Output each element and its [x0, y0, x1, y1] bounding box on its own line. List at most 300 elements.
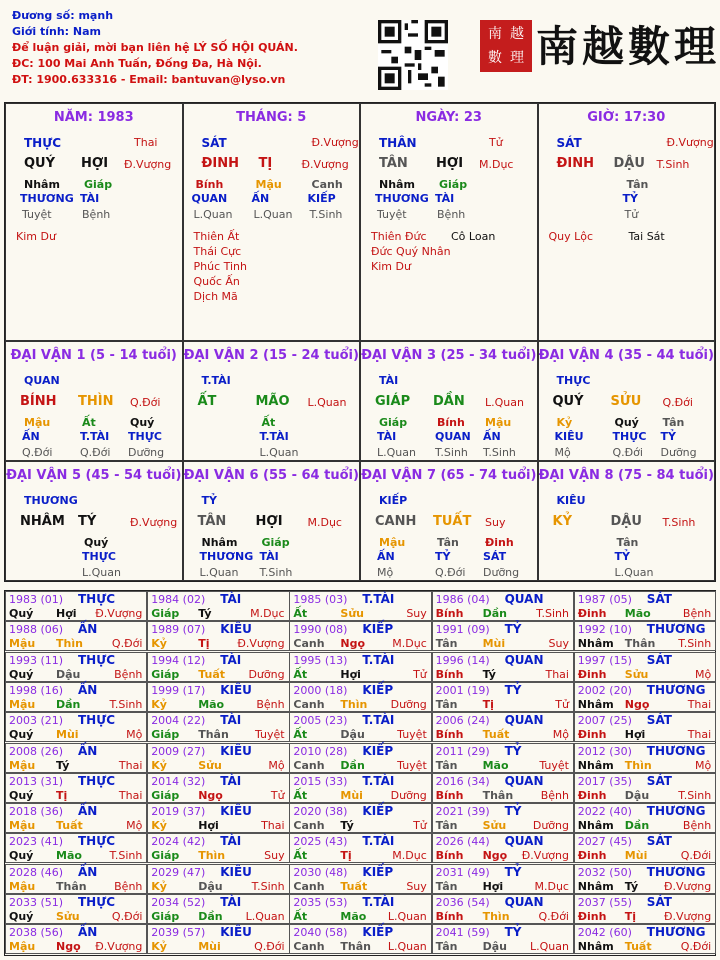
dai-van-god: THỰC — [556, 374, 591, 387]
dai-van-branch: THÌN — [78, 394, 114, 409]
phone-line: ĐT: 1900.633316 - Email: bantuvan@lyso.vn — [12, 73, 286, 86]
year-phase: Mộ — [126, 728, 143, 742]
hidden-god: ẤN — [251, 192, 270, 205]
year-cell — [432, 803, 574, 833]
year-god: KIÊU — [220, 682, 252, 697]
year-god: KIÊU — [220, 804, 252, 819]
year-god: THƯƠNG — [646, 864, 706, 879]
year-label: 2024 (42) — [151, 835, 206, 849]
year-branch: Mùi — [340, 788, 363, 802]
year-phase: M.Dục — [250, 607, 285, 620]
dai-van-title: ĐẠI VẬN 5 (45 - 54 tuổi) — [6, 468, 182, 483]
year-phase: Bệnh — [114, 667, 143, 681]
pillar-star: Thiên Ất — [193, 230, 240, 243]
year-stem: Giáp — [151, 849, 180, 863]
year-branch: Ngọ — [198, 788, 223, 802]
hidden-god: QUAN — [191, 192, 228, 205]
year-label: 2002 (20) — [577, 683, 632, 697]
year-phase: Suy — [264, 849, 285, 863]
year-label: 1990 (08) — [293, 623, 348, 637]
year-phase: Đ.Vượng — [95, 607, 143, 620]
year-stem: Kỷ — [151, 879, 167, 893]
year-branch: Ngọ — [340, 637, 366, 651]
year-cell — [147, 591, 289, 621]
year-god: QUAN — [504, 652, 544, 667]
year-label: 2006 (24) — [435, 714, 490, 728]
year-god: ẤN — [78, 682, 98, 697]
pillar-title: GIỜ: 17:30 — [587, 110, 666, 125]
year-label: 1985 (03) — [293, 593, 348, 606]
dai-van-title: ĐẠI VẬN 6 (55 - 64 tuổi) — [183, 468, 359, 483]
hidden-stem: Ất — [82, 416, 96, 429]
year-god: KIÊU — [220, 925, 252, 940]
pillar-star: Tai Sát — [628, 230, 665, 243]
year-stem: Bính — [435, 607, 464, 620]
year-branch: Tị — [198, 637, 210, 651]
year-label: 2040 (58) — [293, 926, 348, 940]
gender-line: Giới tính: Nam — [12, 25, 101, 38]
year-god: TÀI — [220, 592, 242, 606]
year-branch: Sửu — [482, 819, 507, 833]
year-god: T.TÀI — [362, 652, 395, 667]
year-label: 2012 (30) — [577, 744, 632, 758]
year-god: KIÊU — [220, 864, 252, 879]
year-cell — [574, 591, 716, 621]
year-stem: Ất — [293, 667, 308, 681]
year-god: SÁT — [646, 895, 672, 909]
year-god: SÁT — [646, 713, 672, 728]
year-cell — [574, 712, 716, 742]
year-stem: Quý — [9, 788, 34, 802]
year-god: THỰC — [78, 895, 116, 909]
pillar-star: Dịch Mã — [193, 290, 238, 303]
year-stem: Nhâm — [577, 697, 614, 711]
hidden-stem: Giáp — [261, 536, 290, 549]
year-stem: Mậu — [9, 697, 36, 711]
year-label: 1983 (01) — [9, 593, 64, 606]
year-branch: Thân — [340, 940, 371, 954]
year-stem: Bính — [435, 849, 464, 863]
year-stem: Kỷ — [151, 697, 167, 711]
year-cell — [5, 621, 147, 651]
hidden-god: THƯƠNG — [375, 192, 429, 205]
year-stem: Mậu — [9, 879, 36, 893]
qr-code-icon — [378, 20, 448, 90]
hidden-god: THỰC — [612, 430, 647, 443]
year-branch: Mùi — [198, 940, 221, 954]
pillar-state: Đ.Vượng — [311, 136, 359, 149]
pillar-stem: ĐINH — [556, 156, 594, 171]
year-phase: Bệnh — [682, 819, 712, 833]
pillar-star: Đức Quý Nhân — [371, 245, 451, 258]
year-label: 1992 (10) — [577, 623, 632, 637]
pillar-star: Kim Dư — [16, 230, 56, 243]
year-stem: Quý — [9, 667, 34, 681]
year-label: 2025 (43) — [293, 835, 348, 849]
hidden-god: TỶ — [435, 550, 451, 563]
year-stem: Nhâm — [577, 819, 614, 833]
year-phase: T.Sinh — [109, 849, 143, 863]
year-cell — [5, 712, 147, 742]
owner-line: Đương số: mạnh — [12, 9, 114, 22]
year-god: THỰC — [78, 773, 116, 788]
year-stem: Canh — [293, 879, 325, 893]
year-label: 2035 (53) — [293, 896, 348, 909]
year-label: 2032 (50) — [577, 865, 632, 879]
year-god: QUAN — [504, 834, 544, 849]
year-branch: Tuất — [198, 667, 225, 681]
year-label: 2014 (32) — [151, 774, 206, 788]
hidden-stem: Tân — [437, 536, 459, 549]
hidden-god: KIẾP — [307, 192, 336, 205]
hidden-stem: Mậu — [379, 536, 406, 549]
year-branch: Dậu — [340, 728, 365, 742]
dai-van-title: ĐẠI VẬN 4 (35 - 44 tuổi) — [538, 348, 714, 363]
hidden-stem: Tân — [626, 178, 649, 191]
dai-van-title: ĐẠI VẬN 8 (75 - 84 tuổi) — [538, 468, 714, 483]
year-label: 1997 (15) — [577, 653, 632, 667]
year-god: THỰC — [78, 713, 116, 728]
header-info — [12, 8, 352, 88]
year-phase: Đ.Vượng — [663, 879, 712, 893]
year-god: TÀI — [220, 895, 242, 909]
dai-van-god: KIÊU — [556, 494, 586, 507]
year-god: T.TÀI — [362, 713, 395, 728]
year-label: 1984 (02) — [151, 593, 206, 606]
year-phase: Thai — [118, 758, 143, 772]
hidden-phase: Bệnh — [437, 208, 466, 221]
year-branch: Thìn — [198, 849, 226, 863]
year-stem: Bính — [435, 667, 464, 681]
year-label: 1995 (13) — [293, 653, 348, 667]
pillar-stem: TÂN — [379, 156, 408, 171]
pillar-2 — [183, 103, 361, 341]
hidden-phase: L.Quan — [259, 446, 299, 459]
hidden-god: ẤN — [483, 430, 501, 443]
year-cell — [5, 743, 147, 773]
year-phase: T.Sinh — [109, 697, 143, 711]
year-phase: Tuyệt — [397, 758, 427, 772]
pillar-god: SÁT — [201, 136, 227, 150]
year-phase: Q.Đới — [538, 910, 569, 923]
hidden-phase: L.Quan — [377, 446, 416, 459]
year-label: 2016 (34) — [435, 774, 490, 788]
year-label: 1991 (09) — [435, 623, 490, 637]
brand-logo-text: 南越數理 — [536, 22, 720, 71]
year-label: 2023 (41) — [9, 835, 64, 849]
year-god: QUAN — [504, 713, 544, 728]
year-phase: Đ.Vượng — [521, 849, 569, 863]
year-stem: Tân — [435, 940, 458, 954]
year-label: 2020 (38) — [293, 805, 348, 819]
year-phase: Bệnh — [540, 788, 569, 802]
year-stem: Giáp — [151, 910, 180, 923]
year-cell — [5, 591, 147, 621]
year-phase: Mộ — [126, 819, 143, 833]
year-branch: Mão — [624, 607, 651, 620]
dai-van-branch: MÃO — [255, 394, 290, 409]
year-label: 2026 (44) — [435, 835, 490, 849]
year-cell — [289, 924, 431, 954]
hidden-stem: Tân — [616, 536, 639, 549]
year-god: KIẾP — [362, 804, 394, 819]
year-stem: Ất — [293, 788, 308, 802]
year-branch: Sửu — [624, 667, 649, 681]
hidden-stem: Ất — [261, 416, 276, 429]
year-god: THƯƠNG — [646, 682, 706, 697]
dai-van-3 — [360, 341, 538, 461]
year-cell — [289, 712, 431, 742]
year-label: 1999 (17) — [151, 683, 206, 697]
year-branch: Thìn — [340, 697, 368, 711]
year-stem: Bính — [435, 910, 464, 923]
hidden-phase: Bệnh — [82, 208, 111, 221]
year-branch: Hợi — [482, 879, 504, 893]
hidden-god: T.TÀI — [259, 430, 289, 443]
year-phase: Mộ — [268, 758, 285, 772]
year-phase: M.Dục — [534, 879, 569, 893]
year-god: QUAN — [504, 592, 544, 606]
hidden-phase: T.Sinh — [309, 208, 343, 221]
year-phase: Đ.Vượng — [663, 910, 712, 923]
dai-van-stem: CANH — [375, 514, 417, 529]
year-stem: Đinh — [577, 607, 607, 620]
year-cell — [289, 621, 431, 651]
year-cell — [574, 833, 716, 863]
year-phase: Q.Đới — [254, 940, 285, 954]
year-branch: Thìn — [624, 758, 652, 772]
hidden-god: TÀI — [259, 550, 279, 563]
year-god: KIÊU — [220, 622, 252, 637]
year-god: THƯƠNG — [646, 743, 706, 758]
year-god: T.TÀI — [362, 773, 395, 788]
dai-van-phase: T.Sinh — [662, 516, 696, 529]
pillar-phase: T.Sinh — [656, 158, 690, 171]
year-phase: Tử — [270, 788, 285, 802]
pillar-star: Thái Cực — [193, 245, 242, 258]
dai-van-stem: QUÝ — [552, 394, 584, 409]
year-branch: Sửu — [198, 758, 222, 772]
year-branch: Dậu — [56, 667, 81, 681]
dai-van-6 — [183, 461, 361, 581]
hidden-god: TỶ — [614, 550, 630, 563]
year-cell — [574, 864, 716, 894]
year-label: 1994 (12) — [151, 653, 206, 667]
year-stem: Tân — [435, 819, 458, 833]
year-cell — [5, 803, 147, 833]
year-label: 2038 (56) — [9, 926, 64, 940]
year-label: 2034 (52) — [151, 896, 206, 909]
year-label: 2028 (46) — [9, 865, 64, 879]
pillar-star: Phúc Tinh — [193, 260, 248, 273]
year-branch: Thân — [56, 879, 87, 893]
hidden-stem: Kỷ — [556, 416, 573, 429]
year-label: 1988 (06) — [9, 623, 64, 637]
year-god: KIẾP — [362, 864, 394, 879]
year-cell — [432, 621, 574, 651]
pillar-god: SÁT — [556, 136, 582, 150]
year-label: 2019 (37) — [151, 805, 206, 819]
dai-van-title: ĐẠI VẬN 3 (25 - 34 tuổi) — [361, 348, 537, 363]
dai-van-title: ĐẠI VẬN 1 (5 - 14 tuổi) — [10, 348, 177, 363]
year-cell — [432, 682, 574, 712]
year-cell — [574, 743, 716, 773]
dai-van-branch: SỬU — [610, 394, 642, 409]
year-label: 2015 (33) — [293, 774, 348, 788]
year-branch: Tị — [482, 697, 494, 711]
year-god: THƯƠNG — [646, 925, 706, 940]
dai-van-phase: Q.Đới — [130, 396, 161, 409]
hidden-stem: Quý — [84, 536, 109, 549]
dai-van-5 — [5, 461, 183, 581]
year-god: ẤN — [78, 925, 98, 940]
year-phase: Tử — [555, 697, 569, 711]
year-god: ẤN — [78, 743, 98, 758]
year-stem: Quý — [9, 910, 34, 923]
year-god: TÀI — [220, 773, 242, 788]
year-cell — [147, 712, 289, 742]
pillar-star: Quốc Ấn — [193, 275, 240, 288]
year-stem: Bính — [435, 788, 464, 802]
year-branch: Thân — [624, 637, 656, 651]
year-label: 2017 (35) — [577, 774, 632, 788]
year-cell — [432, 894, 574, 924]
dai-van-phase: L.Quan — [485, 396, 524, 409]
year-label: 1986 (04) — [435, 593, 490, 606]
year-stem: Nhâm — [577, 758, 614, 772]
year-branch: Mùi — [624, 849, 648, 863]
pillar-title: THÁNG: 5 — [236, 110, 307, 125]
pillar-star: Thiên Đức — [371, 230, 427, 243]
year-branch: Thân — [198, 728, 229, 742]
year-label: 2010 (28) — [293, 744, 348, 758]
year-branch: Thân — [482, 788, 514, 802]
year-cell — [432, 864, 574, 894]
year-stem: Giáp — [151, 728, 180, 742]
year-cell — [5, 864, 147, 894]
year-label: 2021 (39) — [435, 805, 490, 819]
hidden-god: QUAN — [435, 430, 471, 443]
pillar-god: THỰC — [24, 136, 62, 150]
year-god: QUAN — [504, 895, 544, 909]
hidden-phase: Q.Đới — [612, 446, 643, 459]
year-label: 2007 (25) — [577, 714, 632, 728]
year-god: KIẾP — [362, 743, 394, 758]
year-phase: Đ.Vượng — [95, 940, 143, 954]
hidden-phase: Tử — [624, 208, 639, 221]
year-stem: Canh — [293, 819, 325, 833]
hidden-god: THƯƠNG — [20, 192, 74, 205]
year-phase: Q.Đới — [680, 940, 712, 954]
year-label: 2042 (60) — [577, 926, 632, 940]
year-cell — [289, 803, 431, 833]
year-cell — [147, 924, 289, 954]
pillar-state: Tử — [489, 136, 503, 149]
pillar-stem: QUÝ — [24, 156, 56, 171]
pillar-phase: M.Dục — [479, 158, 514, 171]
year-stem: Quý — [9, 849, 34, 863]
year-cell — [5, 894, 147, 924]
year-branch: Mùi — [482, 637, 506, 651]
year-cell — [5, 924, 147, 954]
year-branch: Tị — [624, 910, 637, 923]
year-label: 2018 (36) — [9, 805, 64, 819]
hidden-god: TỶ — [622, 192, 638, 205]
year-cell — [289, 652, 431, 682]
year-god: ẤN — [78, 804, 98, 819]
year-cell — [289, 743, 431, 773]
year-stem: Quý — [9, 728, 34, 742]
year-phase: Suy — [406, 607, 427, 620]
year-stem: Đinh — [577, 849, 607, 863]
year-god: T.TÀI — [362, 895, 395, 909]
year-stem: Mậu — [9, 758, 36, 772]
year-stem: Bính — [435, 728, 464, 742]
year-phase: Thai — [687, 728, 712, 742]
hidden-god: ẤN — [377, 550, 395, 563]
dai-van-god: QUAN — [24, 374, 60, 387]
year-stem: Kỷ — [151, 819, 167, 833]
year-branch: Thìn — [56, 637, 83, 651]
year-stem: Ất — [293, 910, 308, 923]
pillar-branch: HỢI — [436, 156, 464, 171]
year-phase: M.Dục — [392, 637, 427, 651]
year-cell — [432, 773, 574, 803]
year-phase: Mộ — [694, 758, 712, 772]
year-cell — [289, 682, 431, 712]
year-cell — [147, 682, 289, 712]
hidden-god: THỰC — [128, 430, 162, 443]
pillar-4 — [538, 103, 716, 341]
year-phase: Tử — [413, 819, 427, 833]
hidden-phase: T.Sinh — [435, 446, 468, 459]
dai-van-4 — [538, 341, 716, 461]
year-branch: Hợi — [340, 667, 361, 681]
year-phase: T.Sinh — [678, 637, 712, 651]
year-god: TỶ — [504, 804, 522, 819]
hidden-god: SÁT — [483, 550, 507, 563]
hidden-stem: Tân — [662, 416, 685, 429]
hidden-stem: Canh — [311, 178, 343, 191]
year-god: TỶ — [504, 743, 522, 758]
year-label: 2037 (55) — [577, 896, 632, 909]
hidden-god: THỰC — [82, 550, 116, 563]
year-stem: Đinh — [577, 728, 607, 742]
year-cell — [574, 652, 716, 682]
year-phase: L.Quan — [387, 940, 427, 954]
year-stem: Kỷ — [151, 637, 167, 651]
year-cell — [432, 743, 574, 773]
year-stem: Tân — [435, 697, 458, 711]
year-branch: Tý — [56, 758, 70, 772]
hidden-stem: Giáp — [439, 178, 468, 191]
year-cell — [432, 591, 574, 621]
year-stem: Mậu — [9, 940, 36, 954]
dai-van-phase: Đ.Vượng — [130, 516, 178, 529]
year-phase: Suy — [548, 637, 569, 651]
hidden-stem: Mậu — [24, 416, 51, 429]
hidden-god: KIÊU — [554, 430, 584, 443]
year-branch: Dậu — [482, 940, 507, 954]
year-god: THỰC — [78, 652, 116, 667]
chart-grid — [4, 102, 716, 582]
hidden-phase: Dưỡng — [660, 446, 697, 459]
year-phase: Suy — [406, 879, 427, 893]
year-branch: Dần — [198, 910, 223, 923]
hidden-phase: Dưỡng — [483, 566, 520, 579]
year-branch: Tuất — [56, 819, 83, 833]
year-branch: Tuất — [624, 940, 652, 954]
